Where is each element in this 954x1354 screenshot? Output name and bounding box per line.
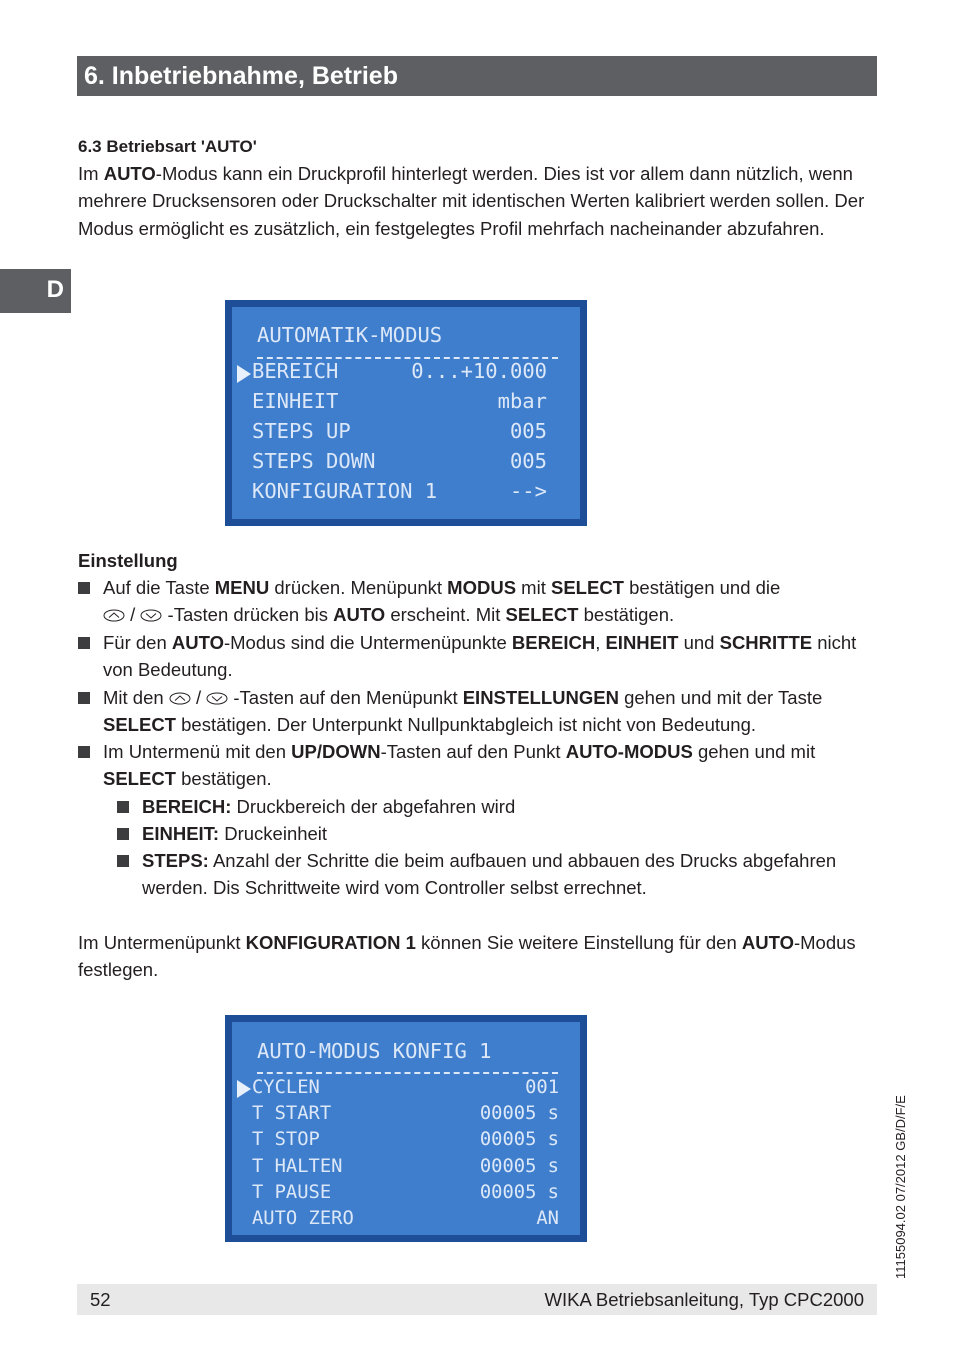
- lcd-row-value: AN: [536, 1208, 559, 1229]
- lcd-row-label: T PAUSE: [252, 1182, 332, 1203]
- lcd-row-label: STEPS UP: [252, 419, 351, 443]
- lcd-screen-automatik-modus: [225, 300, 587, 526]
- language-tab-label: D: [46, 276, 64, 303]
- lcd-screen-auto-modus-konfig: [225, 1015, 587, 1242]
- down-arrow-key-icon: [206, 692, 228, 705]
- lcd-title: AUTO-MODUS KONFIG 1: [257, 1039, 492, 1063]
- lcd-title: AUTOMATIK-MODUS: [257, 323, 443, 347]
- lcd-row-value: 00005 s: [479, 1103, 559, 1124]
- up-arrow-key-icon: [169, 692, 191, 705]
- language-tab: [0, 269, 71, 313]
- lcd-row-label: T HALTEN: [252, 1156, 343, 1177]
- lcd-cursor-icon: [237, 365, 251, 383]
- lcd-row-label: STEPS DOWN: [252, 449, 376, 473]
- up-arrow-key-icon: [103, 609, 125, 622]
- lcd-row-value: 001: [525, 1077, 559, 1098]
- list-item: Für den AUTO-Modus sind die Untermenüpunkte BEREICH, EINHEIT und SCHRITTE nicht von Bedeutung.: [103, 629, 883, 684]
- document-title: WIKA Betriebsanleitung, Typ CPC2000: [544, 1289, 864, 1310]
- intro-text: Im: [78, 163, 104, 184]
- lcd-row-value: -->: [509, 479, 547, 503]
- lcd-row-value: 005: [509, 419, 547, 443]
- sub-list-item: STEPS: Anzahl der Schritte die beim aufbauen und abbauen des Drucks abgefahren werden. Dis Schrittweite wird vom Controller selbst errechnet.: [142, 847, 882, 902]
- list-item: Im Untermenü mit den UP/DOWN-Tasten auf den Punkt AUTO-MODUS gehen und mit SELECT bestätigen.: [103, 738, 883, 793]
- lcd-row-value: 00005 s: [479, 1129, 559, 1150]
- lcd-row-value: 00005 s: [479, 1182, 559, 1203]
- lcd-row-label: KONFIGURATION 1: [252, 479, 438, 503]
- page-number: 52: [90, 1289, 111, 1310]
- document-number: 11155094.02 07/2012 GB/D/F/E: [893, 1095, 908, 1279]
- sub-list-item: EINHEIT: Druckeinheit: [142, 820, 882, 847]
- lcd-divider: [257, 1072, 558, 1074]
- lcd-row-value: 0...+10.000: [411, 359, 547, 383]
- list-item: Auf die Taste MENU drücken. Menüpunkt MODUS mit SELECT bestätigen und die / -Tasten drücken bis AUTO erscheint. Mit SELECT bestätigen.: [103, 574, 883, 629]
- chapter-title: 6. Inbetriebnahme, Betrieb: [84, 62, 398, 90]
- lcd-row-label: T STOP: [252, 1129, 320, 1150]
- outro-paragraph: Im Untermenüpunkt KONFIGURATION 1 können Sie weitere Einstellung für den AUTO-Modus festlegen.: [78, 932, 856, 981]
- intro-text: -Modus kann ein Druckprofil hinterlegt werden. Dies ist vor allem dann nützlich, wenn mehrere Drucksensoren oder Druckschalter mit identischen Werten kalibriert werden sollen. Der Modus ermöglicht es zusätzlich, ein festgelegtes Profil mehrfach nacheinander abzufahren.: [78, 163, 865, 239]
- chapter-header-bar: [77, 56, 877, 96]
- section-title: 6.3 Betriebsart 'AUTO': [78, 137, 257, 156]
- intro-paragraph: [78, 160, 878, 242]
- lcd-row-value: mbar: [497, 389, 547, 413]
- sub-list-item: BEREICH: Druckbereich der abgefahren wird: [142, 793, 882, 820]
- lcd-row-value: 005: [509, 449, 547, 473]
- list-item: Mit den / -Tasten auf den Menüpunkt EINSTELLUNGEN gehen und mit der Taste SELECT bestätigen. Der Unterpunkt Nullpunktabgleich ist nicht von Bedeutung.: [103, 684, 883, 739]
- lcd-row-value: 00005 s: [479, 1156, 559, 1177]
- lcd-row-label: T START: [252, 1103, 332, 1124]
- lcd-row-label: EINHEIT: [252, 389, 339, 413]
- lcd-row-label: CYCLEN: [252, 1077, 320, 1098]
- lcd-cursor-icon: [237, 1080, 251, 1098]
- page-footer: [77, 1284, 877, 1315]
- settings-heading: Einstellung: [78, 550, 178, 571]
- intro-bold: AUTO: [103, 163, 156, 184]
- lcd-row-label: AUTO ZERO: [252, 1208, 354, 1229]
- down-arrow-key-icon: [140, 609, 162, 622]
- lcd-row-label: BEREICH: [252, 359, 339, 383]
